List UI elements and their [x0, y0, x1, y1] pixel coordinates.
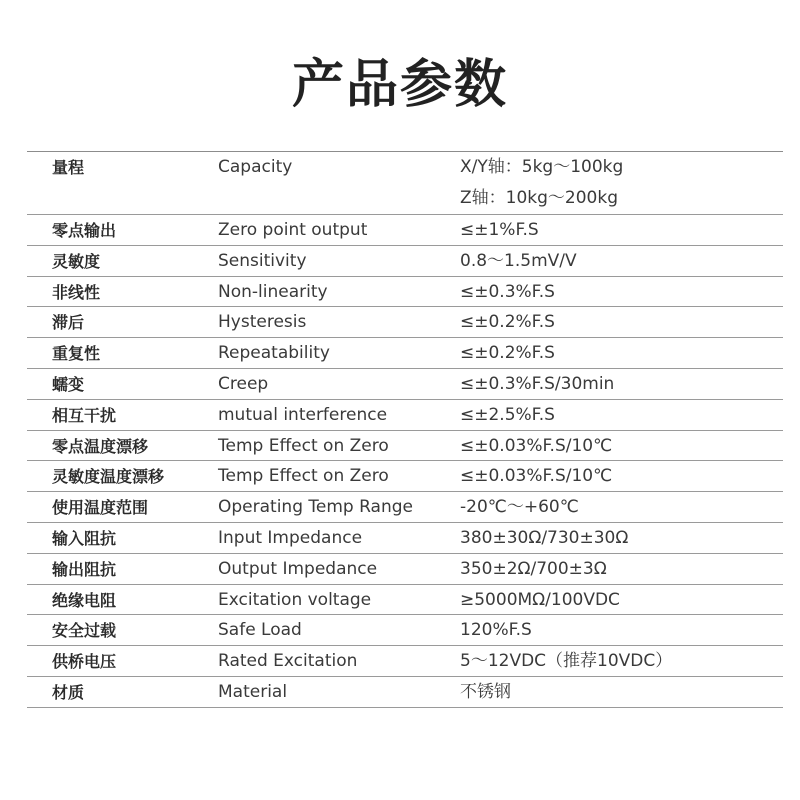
param-name-en: Input Impedance	[218, 527, 363, 548]
param-name-en: Operating Temp Range	[218, 497, 413, 518]
table-row	[27, 492, 783, 523]
param-value-line: ≤±0.03%F.S/10℃	[460, 435, 613, 456]
param-name-en: Temp Effect on Zero	[218, 466, 389, 487]
param-name-cn: 输入阻抗	[52, 528, 117, 548]
param-value	[460, 646, 672, 677]
param-name-cn: 蠕变	[52, 374, 85, 394]
param-value-line: ≤±1%F.S	[460, 220, 539, 240]
table-row	[27, 461, 783, 492]
param-name-cn: 零点温度漂移	[52, 436, 149, 456]
param-name-en: mutual interference	[218, 404, 388, 425]
param-name-cn: 重复性	[52, 344, 101, 364]
param-value	[460, 554, 607, 585]
param-name-en: Material	[218, 681, 288, 702]
param-name-cn: 零点输出	[52, 221, 117, 240]
param-value-line: 380±30Ω/730±30Ω	[460, 527, 629, 548]
param-value-line: ≥5000MΩ/100VDC	[460, 589, 620, 610]
param-name-cn: 相互干扰	[52, 405, 117, 425]
param-value	[460, 152, 623, 214]
param-name-en: Repeatability	[218, 343, 330, 364]
table-row	[27, 369, 783, 400]
param-name-cn: 绝缘电阻	[52, 590, 117, 610]
table-row	[27, 677, 783, 708]
table-row	[27, 277, 783, 308]
param-name-en: Output Impedance	[218, 558, 378, 579]
param-value-line: 0.8～1.5mV/V	[460, 250, 577, 271]
param-value	[460, 215, 539, 246]
param-value	[460, 585, 620, 616]
param-value-line: ≤±2.5%F.S	[460, 404, 555, 425]
param-value-line: 不锈钢	[460, 681, 511, 702]
param-name-en: Safe Load	[218, 620, 302, 641]
table-row	[27, 215, 783, 246]
param-name-en: Rated Excitation	[218, 651, 358, 672]
param-value-line: X/Y轴：5kg～100kg	[460, 157, 624, 177]
table-row	[27, 585, 783, 616]
param-value	[460, 338, 555, 369]
param-name-cn: 非线性	[52, 282, 101, 302]
table-row	[27, 615, 783, 646]
param-name-en: Capacity	[218, 157, 293, 177]
table-row	[27, 307, 783, 338]
param-name-cn: 安全过载	[52, 621, 117, 641]
param-value	[460, 307, 555, 338]
param-value	[460, 461, 612, 492]
param-name-cn: 材质	[52, 682, 85, 702]
param-value-line: Z轴：10kg～200kg	[460, 188, 618, 208]
param-value	[460, 523, 628, 554]
param-value	[460, 431, 612, 462]
param-name-en: Non-linearity	[218, 281, 328, 302]
param-name-cn: 灵敏度	[52, 251, 101, 271]
param-name-cn: 滞后	[52, 313, 85, 333]
param-name-cn: 使用温度范围	[52, 498, 149, 518]
param-value	[460, 246, 577, 277]
param-name-en: Zero point output	[218, 220, 368, 240]
param-value-line: 5～12VDC（推荐10VDC）	[460, 651, 673, 672]
page-title: 产品参数	[291, 55, 508, 115]
param-name-en: Excitation voltage	[218, 589, 372, 610]
param-name-cn: 灵敏度温度漂移	[52, 467, 165, 487]
param-value-line: ≤±0.3%F.S	[460, 281, 555, 302]
table-row	[27, 646, 783, 677]
param-value-line: ≤±0.3%F.S/30min	[460, 373, 615, 394]
param-value	[460, 492, 579, 523]
param-value	[460, 677, 511, 708]
param-value-line: 120%F.S	[460, 620, 532, 641]
param-value-line: ≤±0.2%F.S	[460, 312, 555, 333]
table-row	[27, 554, 783, 585]
table-row	[27, 523, 783, 554]
param-name-en: Hysteresis	[218, 312, 307, 333]
param-value	[460, 615, 532, 646]
param-value-line: 350±2Ω/700±3Ω	[460, 558, 607, 579]
param-name-en: Temp Effect on Zero	[218, 435, 389, 456]
param-value-line: ≤±0.03%F.S/10℃	[460, 466, 613, 487]
param-name-en: Sensitivity	[218, 250, 307, 271]
param-name-en: Creep	[218, 373, 269, 394]
spec-table	[27, 151, 783, 708]
param-value	[460, 400, 555, 431]
table-row	[27, 152, 783, 215]
table-row	[27, 246, 783, 277]
table-row	[27, 400, 783, 431]
param-value-line: -20℃～+60℃	[460, 497, 579, 518]
param-name-cn: 供桥电压	[52, 652, 117, 672]
param-value	[460, 369, 614, 400]
table-row	[27, 338, 783, 369]
param-value	[460, 277, 555, 308]
param-value-line: ≤±0.2%F.S	[460, 343, 555, 364]
table-row	[27, 431, 783, 462]
param-name-cn: 量程	[52, 158, 85, 177]
param-name-cn: 输出阻抗	[52, 559, 117, 579]
